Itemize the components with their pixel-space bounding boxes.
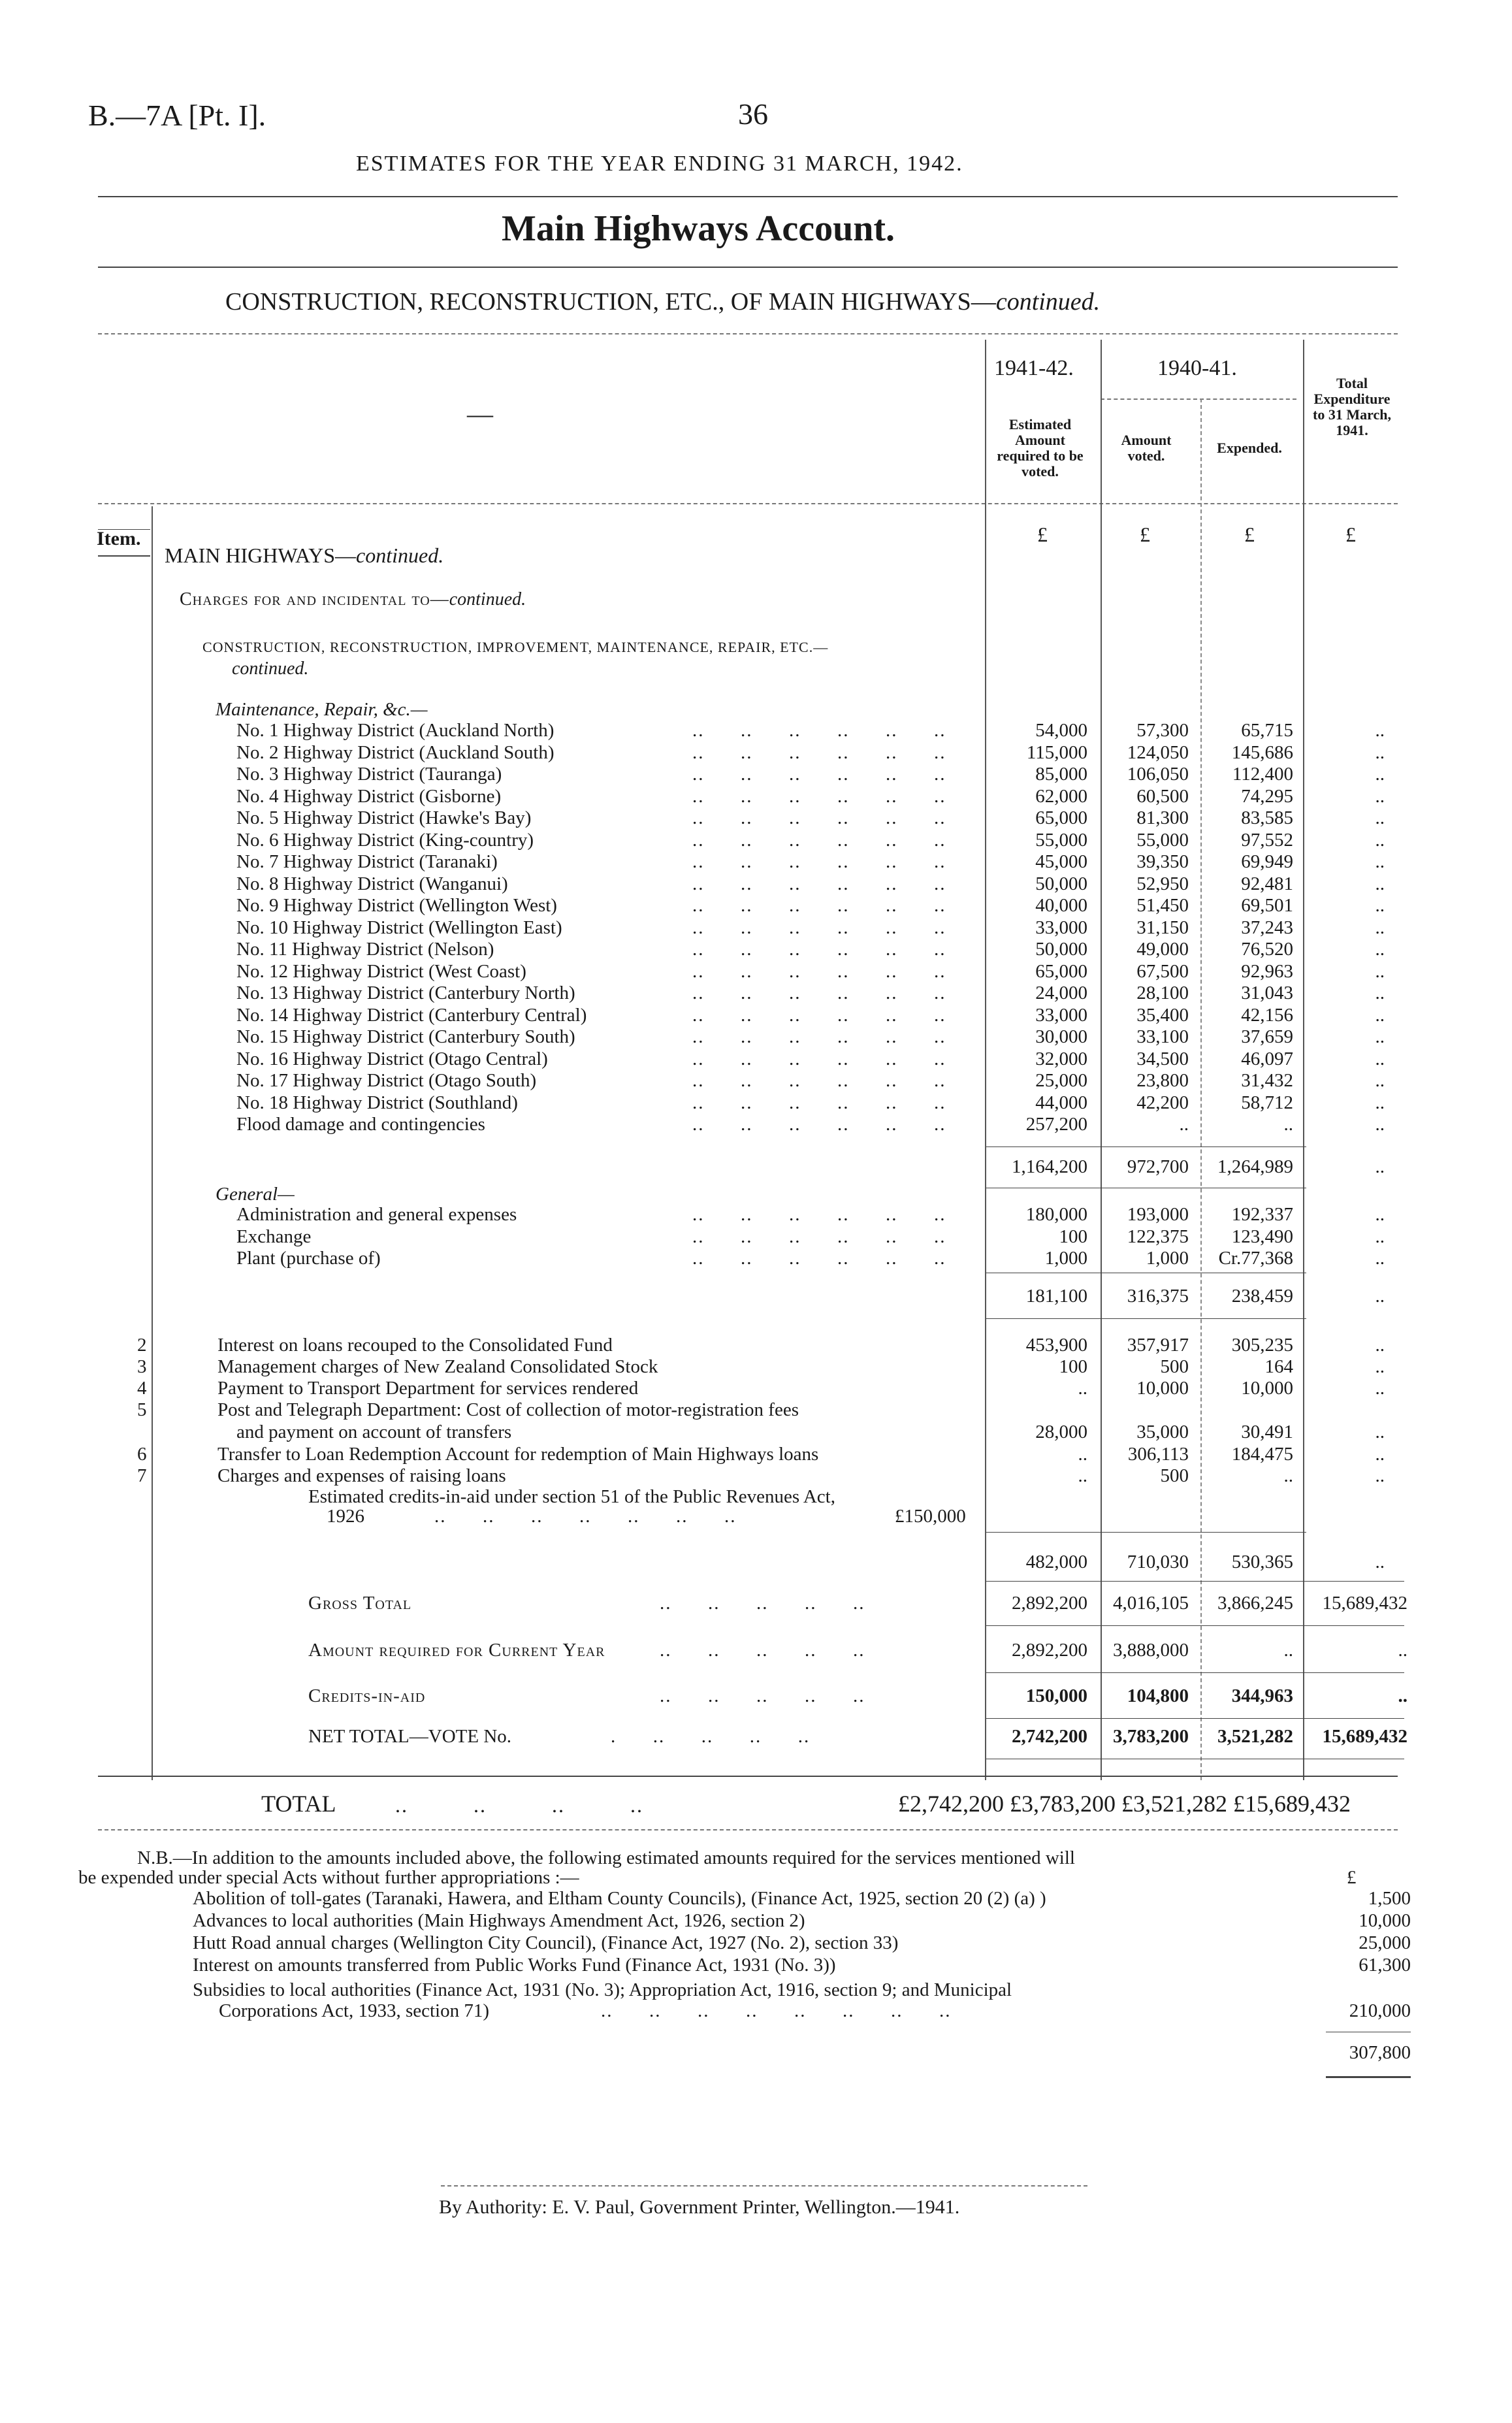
maintenance-row-label: No. 13 Highway District (Canterbury North): [236, 983, 575, 1003]
item-row-label: Management charges of New Zealand Consolidated Stock: [217, 1356, 658, 1377]
maintenance-row-voted: 60,500: [1136, 785, 1189, 807]
maintenance-row-exp: 74,295: [1241, 785, 1293, 807]
nb-row-amount: 1,500: [1368, 1888, 1411, 1909]
heading-charges-text: Charges for and incidental to—: [180, 589, 449, 610]
total-row-total: 15,689,432: [1322, 1593, 1407, 1614]
maintenance-row-voted: 106,050: [1127, 764, 1189, 785]
maintenance-subtotal-voted: 972,700: [1127, 1156, 1189, 1177]
nb-row-label: Abolition of toll-gates (Taranaki, Hawera, and Eltham County Councils), (Finance Act, 1925, section 20 (2) (a) ): [193, 1888, 1046, 1909]
nb-row-amount: 25,000: [1359, 1932, 1411, 1953]
general-row-total: ..: [1375, 1226, 1385, 1247]
header-expended: Expended.: [1217, 440, 1282, 456]
items-subtotal-est: 482,000: [1025, 1552, 1087, 1572]
item-row-est: 28,000: [1035, 1422, 1087, 1442]
maintenance-row-voted: 28,100: [1136, 983, 1189, 1003]
maintenance-row-label: No. 2 Highway District (Auckland South): [236, 741, 555, 763]
dot-leader: .. .. .. .. ..: [660, 1593, 865, 1614]
total-row-est: 2,892,200: [1012, 1640, 1087, 1661]
dot-leader: .. .. .. .. .. .. ..: [434, 1506, 737, 1527]
maintenance-row-label: No. 16 Highway District (Otago Central): [236, 1048, 548, 1069]
item-number: 4: [137, 1378, 147, 1399]
nb-last-amount: 210,000: [1349, 2000, 1411, 2021]
maintenance-row-label: No. 11 Highway District (Nelson): [236, 939, 494, 960]
maintenance-row-exp: 83,585: [1241, 807, 1293, 828]
grand-total-label: TOTAL: [261, 1791, 336, 1817]
heading-construction-cont: continued.: [232, 659, 309, 679]
maintenance-subtotal-total: ..: [1375, 1156, 1385, 1177]
item-row-exp: ..: [1283, 1465, 1293, 1486]
maintenance-row-exp: 31,432: [1241, 1070, 1293, 1091]
dot-leader: .. .. .. .. .. ..: [692, 1226, 946, 1247]
column-rule: [1303, 340, 1304, 1780]
item-row-total: ..: [1375, 1465, 1385, 1486]
general-row-label: Exchange: [236, 1226, 312, 1247]
maintenance-row-exp: 37,659: [1241, 1026, 1293, 1047]
maintenance-row-total: ..: [1375, 741, 1385, 763]
maintenance-row-label: No. 8 Highway District (Wanganui): [236, 873, 508, 894]
maintenance-row-voted: 67,500: [1136, 960, 1189, 982]
maintenance-row-total: ..: [1375, 1048, 1385, 1069]
item-row-est: ..: [1078, 1465, 1087, 1486]
page-subtitle: ESTIMATES FOR THE YEAR ENDING 31 MARCH, 1942.: [356, 152, 963, 176]
rule: [98, 333, 1398, 334]
maintenance-row-total: ..: [1375, 960, 1385, 982]
heading-general: General—: [216, 1184, 295, 1205]
heading-construction-text: CONSTRUCTION, RECONSTRUCTION, IMPROVEMENT, MAINTENANCE, REPAIR, ETC.—: [202, 639, 829, 655]
maintenance-row-label: No. 5 Highway District (Hawke's Bay): [236, 807, 532, 828]
item-row-exp: 10,000: [1241, 1378, 1293, 1399]
total-row-label: NET TOTAL—VOTE No.: [308, 1726, 512, 1747]
maintenance-row-exp: 92,481: [1241, 873, 1293, 894]
item-row-label: Post and Telegraph Department: Cost of collection of motor-registration fees: [217, 1399, 799, 1420]
items-subtotal-exp: 530,365: [1231, 1552, 1293, 1572]
item-row-voted: 500: [1160, 1465, 1189, 1486]
dot-leader: .. .. .. .. .. ..: [692, 851, 946, 872]
maintenance-row-est: 54,000: [1035, 720, 1087, 741]
maintenance-row-voted: 31,150: [1136, 917, 1189, 938]
section-title-cont: continued.: [995, 288, 1101, 316]
dot-leader: . .. .. .. ..: [611, 1726, 811, 1747]
item-row-total: ..: [1375, 1444, 1385, 1465]
total-row-label: Gross Total: [308, 1593, 412, 1614]
header-dash: —: [467, 399, 493, 429]
total-row-voted: 104,800: [1127, 1685, 1189, 1706]
item-row-total: ..: [1375, 1422, 1385, 1442]
rule: [441, 2185, 1087, 2187]
maintenance-row-exp: 76,520: [1241, 939, 1293, 960]
maintenance-row-label: No. 12 Highway District (West Coast): [236, 960, 526, 982]
item-row-voted: 500: [1160, 1356, 1189, 1377]
maintenance-row-voted: 57,300: [1136, 720, 1189, 741]
maintenance-row-voted: 52,950: [1136, 873, 1189, 894]
dot-leader: .. .. .. .. .. ..: [692, 807, 946, 828]
item-number: 5: [137, 1399, 147, 1420]
dot-leader: .. .. .. .. .. ..: [692, 873, 946, 894]
header-year-1940: 1940-41.: [1157, 356, 1237, 380]
item-row-label: Interest on loans recouped to the Consolidated Fund: [217, 1335, 613, 1356]
dot-leader: .. .. .. .. .. ..: [692, 895, 946, 916]
maintenance-row-voted: 81,300: [1136, 807, 1189, 828]
nb-last-line2: Corporations Act, 1933, section 71): [219, 2000, 490, 2021]
maintenance-row-exp: 65,715: [1241, 720, 1293, 741]
maintenance-row-total: ..: [1375, 851, 1385, 872]
item-row-exp: 184,475: [1231, 1444, 1293, 1465]
maintenance-row-label: No. 9 Highway District (Wellington West): [236, 895, 557, 916]
total-row-voted: 3,888,000: [1113, 1640, 1189, 1661]
dot-leader: .. .. .. .. .. ..: [692, 1204, 946, 1225]
total-row-label: Credits-in-aid: [308, 1685, 426, 1706]
section-title: [225, 287, 1100, 316]
item-row-voted: 357,917: [1127, 1335, 1189, 1356]
maintenance-row-total: ..: [1375, 829, 1385, 851]
maintenance-row-total: ..: [1375, 764, 1385, 785]
nb-last-line1: Subsidies to local authorities (Finance Act, 1931 (No. 3); Appropriation Act, 1916, section 9; and Municipal: [193, 1979, 1012, 2000]
heading-charges: [180, 589, 526, 610]
maintenance-row-total: ..: [1375, 873, 1385, 894]
maintenance-row-voted: 35,400: [1136, 1004, 1189, 1026]
dot-leader: .. .. .. .. .. ..: [692, 917, 946, 938]
general-row-total: ..: [1375, 1248, 1385, 1269]
maintenance-row-total: ..: [1375, 1070, 1385, 1091]
general-row-voted: 1,000: [1146, 1248, 1189, 1269]
item-row-label: Charges and expenses of raising loans: [217, 1465, 506, 1486]
rule: [98, 529, 150, 530]
maintenance-row-label: No. 6 Highway District (King-country): [236, 829, 534, 851]
maintenance-row-total: ..: [1375, 720, 1385, 741]
maintenance-row-est: 55,000: [1035, 829, 1087, 851]
item-number: 2: [137, 1335, 147, 1356]
dot-leader: .. .. .. .. .. ..: [692, 829, 946, 851]
rule: [986, 1718, 1404, 1719]
item-row-est: 100: [1059, 1356, 1087, 1377]
total-row-exp: ..: [1283, 1640, 1293, 1661]
maintenance-row-voted: 124,050: [1127, 741, 1189, 763]
maintenance-row-exp: 42,156: [1241, 1004, 1293, 1026]
heading-maintenance: Maintenance, Repair, &c.—: [216, 699, 428, 720]
maintenance-row-exp: ..: [1283, 1114, 1293, 1135]
maintenance-row-total: ..: [1375, 785, 1385, 807]
maintenance-row-total: ..: [1375, 939, 1385, 960]
total-row-label: Amount required for Current Year: [308, 1640, 605, 1661]
dot-leader: .. .. .. .. .. ..: [692, 1026, 946, 1047]
rule: [98, 555, 150, 557]
maintenance-row-voted: 51,450: [1136, 895, 1189, 916]
nb-row-label: Hutt Road annual charges (Wellington City Council), (Finance Act, 1927 (No. 2), section 33): [193, 1932, 899, 1953]
dot-leader: .. .. .. .. .. ..: [692, 1114, 946, 1135]
total-row-est: 2,892,200: [1012, 1593, 1087, 1614]
maintenance-row-total: ..: [1375, 1114, 1385, 1135]
pound-exp: £: [1244, 523, 1255, 546]
maintenance-row-voted: 55,000: [1136, 829, 1189, 851]
nb-total: 307,800: [1349, 2042, 1411, 2063]
maintenance-row-total: ..: [1375, 983, 1385, 1003]
maintenance-row-voted: 34,500: [1136, 1048, 1189, 1069]
nb-row-amount: 10,000: [1359, 1910, 1411, 1931]
heading-charges-cont: continued.: [449, 589, 526, 610]
item-row-label-cont: and payment on account of transfers: [236, 1422, 512, 1442]
total-row-exp: 344,963: [1231, 1685, 1293, 1706]
header-year-1941: 1941-42.: [994, 356, 1074, 380]
general-row-est: 100: [1059, 1226, 1087, 1247]
dot-leader: .. .. .. .. ..: [660, 1640, 865, 1661]
dot-leader: .. .. .. .. .. ..: [692, 1048, 946, 1069]
maintenance-row-label: No. 17 Highway District (Otago South): [236, 1070, 537, 1091]
nb-row-amount: 61,300: [1359, 1955, 1411, 1976]
item-row-total: ..: [1375, 1356, 1385, 1377]
maintenance-row-total: ..: [1375, 807, 1385, 828]
maintenance-row-est: 33,000: [1035, 917, 1087, 938]
general-row-exp: 192,337: [1231, 1204, 1293, 1225]
maintenance-subtotal-exp: 1,264,989: [1217, 1156, 1293, 1177]
heading-main-highways-text: MAIN HIGHWAYS—: [165, 544, 357, 567]
maintenance-row-est: 85,000: [1035, 764, 1087, 785]
rule: [98, 1776, 1398, 1777]
maintenance-subtotal-est: 1,164,200: [1012, 1156, 1087, 1177]
total-row-voted: 3,783,200: [1113, 1726, 1189, 1747]
maintenance-row-est: 45,000: [1035, 851, 1087, 872]
maintenance-row-exp: 112,400: [1232, 764, 1293, 785]
maintenance-row-est: 33,000: [1035, 1004, 1087, 1026]
maintenance-row-exp: 37,243: [1241, 917, 1293, 938]
maintenance-row-exp: 97,552: [1241, 829, 1293, 851]
maintenance-row-est: 44,000: [1035, 1092, 1087, 1113]
rule: [98, 267, 1398, 268]
total-row-total: ..: [1398, 1685, 1407, 1706]
total-row-exp: 3,866,245: [1217, 1593, 1293, 1614]
item-row-label: Transfer to Loan Redemption Account for redemption of Main Highways loans: [217, 1444, 819, 1465]
credits-note-line1: Estimated credits-in-aid under section 51 of the Public Revenues Act,: [308, 1486, 835, 1507]
total-row-est: 150,000: [1025, 1685, 1087, 1706]
dot-leader: .. .. .. .. .. ..: [692, 1070, 946, 1091]
maintenance-row-total: ..: [1375, 895, 1385, 916]
header-voted: Amount voted.: [1121, 432, 1172, 464]
column-rule: [1101, 340, 1102, 1780]
items-subtotal-voted: 710,030: [1127, 1552, 1189, 1572]
item-header: Item.: [97, 528, 141, 549]
maintenance-row-est: 50,000: [1035, 873, 1087, 894]
item-row-voted: 35,000: [1136, 1422, 1189, 1442]
dot-leader: .. .. .. ..: [395, 1793, 643, 1817]
credits-note-amount: £150,000: [895, 1506, 966, 1527]
nb-intro-line2: be expended under special Acts without further appropriations :—: [78, 1867, 579, 1888]
maintenance-row-label: No. 1 Highway District (Auckland North): [236, 720, 555, 741]
dot-leader: .. .. .. .. .. ..: [692, 741, 946, 763]
item-row-est: ..: [1078, 1444, 1087, 1465]
maintenance-row-est: 24,000: [1035, 983, 1087, 1003]
maintenance-row-est: 25,000: [1035, 1070, 1087, 1091]
general-row-voted: 122,375: [1127, 1226, 1189, 1247]
page-number: 36: [738, 97, 768, 131]
maintenance-row-est: 257,200: [1025, 1114, 1087, 1135]
column-rule: [1200, 398, 1202, 1780]
maintenance-row-voted: 39,350: [1136, 851, 1189, 872]
section-title-text: CONSTRUCTION, RECONSTRUCTION, ETC., OF MAIN HIGHWAYS—: [225, 288, 996, 316]
maintenance-row-voted: 42,200: [1136, 1092, 1189, 1113]
item-number: 7: [137, 1465, 147, 1486]
general-row-exp: Cr.77,368: [1218, 1248, 1293, 1269]
item-row-total: ..: [1375, 1378, 1385, 1399]
general-subtotal-exp: 238,459: [1231, 1286, 1293, 1307]
dot-leader: .. .. .. .. .. ..: [692, 983, 946, 1003]
maintenance-row-label: No. 10 Highway District (Wellington East): [236, 917, 562, 938]
dot-leader: .. .. .. .. .. ..: [692, 939, 946, 960]
maintenance-row-est: 65,000: [1035, 960, 1087, 982]
maintenance-row-exp: 69,501: [1241, 895, 1293, 916]
maintenance-row-voted: 33,100: [1136, 1026, 1189, 1047]
header-total-expenditure: Total Expenditure to 31 March, 1941.: [1313, 375, 1391, 438]
rule: [1101, 398, 1296, 400]
general-row-voted: 193,000: [1127, 1204, 1189, 1225]
maintenance-row-exp: 58,712: [1241, 1092, 1293, 1113]
maintenance-row-exp: 31,043: [1241, 983, 1293, 1003]
maintenance-row-est: 30,000: [1035, 1026, 1087, 1047]
maintenance-row-total: ..: [1375, 1004, 1385, 1026]
total-row-voted: 4,016,105: [1113, 1593, 1189, 1614]
maintenance-row-est: 32,000: [1035, 1048, 1087, 1069]
nb-intro-line1: N.B.—In addition to the amounts included above, the following estimated amounts required for the services mentioned will: [137, 1847, 1075, 1868]
maintenance-row-voted: ..: [1179, 1114, 1189, 1135]
document-ref: B.—7A [Pt. I].: [88, 99, 266, 132]
total-row-total: 15,689,432: [1322, 1726, 1407, 1747]
rule: [986, 1318, 1306, 1319]
maintenance-row-label: No. 15 Highway District (Canterbury South): [236, 1026, 575, 1047]
header-estimated: Estimated Amount required to be voted.: [997, 416, 1084, 480]
maintenance-row-label: No. 7 Highway District (Taranaki): [236, 851, 498, 872]
nb-pound: £: [1347, 1867, 1357, 1888]
maintenance-row-label: No. 3 Highway District (Tauranga): [236, 764, 502, 785]
maintenance-row-label: No. 18 Highway District (Southland): [236, 1092, 518, 1113]
maintenance-row-exp: 69,949: [1241, 851, 1293, 872]
dot-leader: .. .. .. .. .. ..: [692, 764, 946, 785]
heading-construction: [202, 639, 828, 656]
dot-leader: .. .. .. .. .. ..: [692, 1004, 946, 1026]
total-row-est: 2,742,200: [1012, 1726, 1087, 1747]
dot-leader: .. .. .. .. .. ..: [692, 960, 946, 982]
general-row-label: Plant (purchase of): [236, 1248, 381, 1269]
pound-est: £: [1037, 523, 1048, 546]
maintenance-row-total: ..: [1375, 1092, 1385, 1113]
maintenance-row-label: No. 14 Highway District (Canterbury Central): [236, 1004, 587, 1026]
nb-row-label: Interest on amounts transferred from Public Works Fund (Finance Act, 1931 (No. 3)): [193, 1955, 836, 1976]
rule: [98, 503, 1398, 504]
rule: [98, 196, 1398, 197]
footer-imprint: By Authority: E. V. Paul, Government Printer, Wellington.—1941.: [439, 2196, 960, 2218]
maintenance-row-exp: 145,686: [1231, 741, 1293, 763]
dot-leader: .. .. .. .. .. ..: [692, 1248, 946, 1269]
general-row-exp: 123,490: [1231, 1226, 1293, 1247]
maintenance-row-est: 40,000: [1035, 895, 1087, 916]
pound-total: £: [1345, 523, 1356, 546]
maintenance-row-label: Flood damage and contingencies: [236, 1114, 485, 1135]
rule: [986, 1532, 1306, 1533]
dot-leader: .. .. .. .. .. ..: [692, 1092, 946, 1113]
items-subtotal-total: ..: [1375, 1552, 1385, 1572]
dot-leader: .. .. .. .. .. .. .. ..: [601, 2000, 952, 2021]
credits-note-line2: 1926: [327, 1506, 364, 1527]
item-number: 3: [137, 1356, 147, 1377]
maintenance-row-voted: 49,000: [1136, 939, 1189, 960]
item-row-exp: 305,235: [1231, 1335, 1293, 1356]
item-number: 6: [137, 1444, 147, 1465]
rule: [986, 1581, 1404, 1582]
page-title: Main Highways Account.: [502, 208, 895, 249]
maintenance-row-voted: 23,800: [1136, 1070, 1189, 1091]
general-row-label: Administration and general expenses: [236, 1204, 517, 1225]
item-row-voted: 10,000: [1136, 1378, 1189, 1399]
rule: [98, 1829, 1398, 1830]
maintenance-row-label: No. 4 Highway District (Gisborne): [236, 785, 502, 807]
nb-row-label: Advances to local authorities (Main Highways Amendment Act, 1926, section 2): [193, 1910, 805, 1931]
general-subtotal-est: 181,100: [1025, 1286, 1087, 1307]
maintenance-row-est: 115,000: [1026, 741, 1087, 763]
total-row-exp: 3,521,282: [1217, 1726, 1293, 1747]
rule: [986, 1672, 1404, 1673]
column-rule: [152, 506, 153, 1780]
general-subtotal-total: ..: [1375, 1286, 1385, 1307]
column-rule: [985, 340, 986, 1780]
item-row-label: Payment to Transport Department for services rendered: [217, 1378, 639, 1399]
dot-leader: .. .. .. .. .. ..: [692, 785, 946, 807]
maintenance-row-est: 65,000: [1035, 807, 1087, 828]
rule: [1326, 2076, 1411, 2078]
maintenance-row-exp: 92,963: [1241, 960, 1293, 982]
heading-main-highways: [165, 544, 443, 568]
general-subtotal-voted: 316,375: [1127, 1286, 1189, 1307]
rule: [986, 1625, 1404, 1626]
maintenance-row-total: ..: [1375, 917, 1385, 938]
grand-total-values: £2,742,200 £3,783,200 £3,521,282 £15,689,432: [898, 1791, 1351, 1817]
general-row-est: 1,000: [1044, 1248, 1087, 1269]
general-row-total: ..: [1375, 1204, 1385, 1225]
dot-leader: .. .. .. .. ..: [660, 1685, 865, 1706]
general-row-est: 180,000: [1025, 1204, 1087, 1225]
maintenance-row-exp: 46,097: [1241, 1048, 1293, 1069]
item-row-est: ..: [1078, 1378, 1087, 1399]
item-row-total: ..: [1375, 1335, 1385, 1356]
item-row-exp: 164: [1264, 1356, 1293, 1377]
item-row-voted: 306,113: [1127, 1444, 1189, 1465]
maintenance-row-est: 50,000: [1035, 939, 1087, 960]
item-row-exp: 30,491: [1241, 1422, 1293, 1442]
heading-main-highways-cont: continued.: [356, 544, 444, 567]
item-row-est: 453,900: [1025, 1335, 1087, 1356]
maintenance-row-total: ..: [1375, 1026, 1385, 1047]
dot-leader: .. .. .. .. .. ..: [692, 720, 946, 741]
rule: [986, 1146, 1306, 1147]
maintenance-row-est: 62,000: [1035, 785, 1087, 807]
pound-voted: £: [1140, 523, 1150, 546]
total-row-total: ..: [1398, 1640, 1407, 1661]
